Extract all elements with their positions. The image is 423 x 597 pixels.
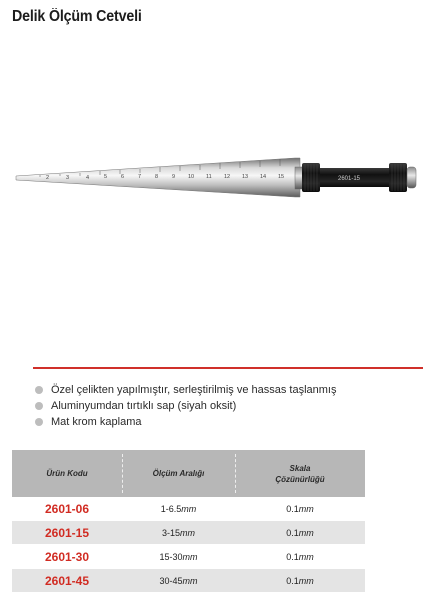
range-cell: 30-45 mm [159,575,198,586]
page-title: Delik Ölçüm Cetveli [12,8,142,25]
list-item [30,382,420,398]
feature-list [30,382,420,430]
scale-number: 8 [155,174,159,180]
scale-number: 12 [224,174,231,180]
table-row [12,545,365,568]
header-code: Ürün Kodu [46,469,88,478]
product-table [12,450,365,592]
bullet-icon [35,386,43,394]
scale-number: 5 [104,174,108,180]
resolution-cell: 0.1 mm [286,575,314,586]
table-row [12,497,365,520]
red-divider [33,367,423,369]
scale-number: 10 [188,174,195,180]
feature-text: Özel çelikten yapılmıştır, serleştirilmiş ve hassas taşlanmış [51,384,337,396]
resolution-cell: 0.1 mm [286,527,314,538]
product-code: 2601-06 [44,501,90,516]
range-cell: 1-6.5 mm [160,503,197,514]
product-code: 2601-30 [44,549,90,564]
list-item [30,398,420,414]
bullet-icon [35,418,43,426]
table-row [12,569,365,592]
scale-number: 14 [260,174,267,180]
feature-text: Mat krom kaplama [51,416,142,428]
resolution-cell: 0.1 mm [286,503,314,514]
handle-label: 2601-15 [338,176,361,182]
table-row [12,521,365,544]
resolution-cell: 0.1 mm [286,551,314,562]
scale-number: 9 [172,174,176,180]
scale-number: 4 [86,175,90,181]
list-item [30,414,420,430]
scale-number: 15 [278,174,285,180]
header-resolution: Skala Çözünürlüğü [275,463,325,484]
range-cell: 3-15 mm [161,527,195,538]
scale-number: 11 [206,174,212,180]
product-code: 2601-45 [44,573,90,588]
bullet-icon [35,402,43,410]
scale-number: 13 [242,174,249,180]
scale-number: 2 [46,175,50,181]
range-cell: 15-30 mm [159,551,198,562]
taper-gauge-image [0,130,423,240]
product-code: 2601-15 [44,525,90,540]
scale-number: 7 [138,174,142,180]
scale-number: 3 [66,175,70,181]
header-range: Ölçüm Aralığı [152,469,205,478]
feature-text: Aluminyumdan tırtıklı sap (siyah oksit) [51,400,237,412]
scale-number: 6 [121,174,125,180]
table-header [12,450,365,497]
